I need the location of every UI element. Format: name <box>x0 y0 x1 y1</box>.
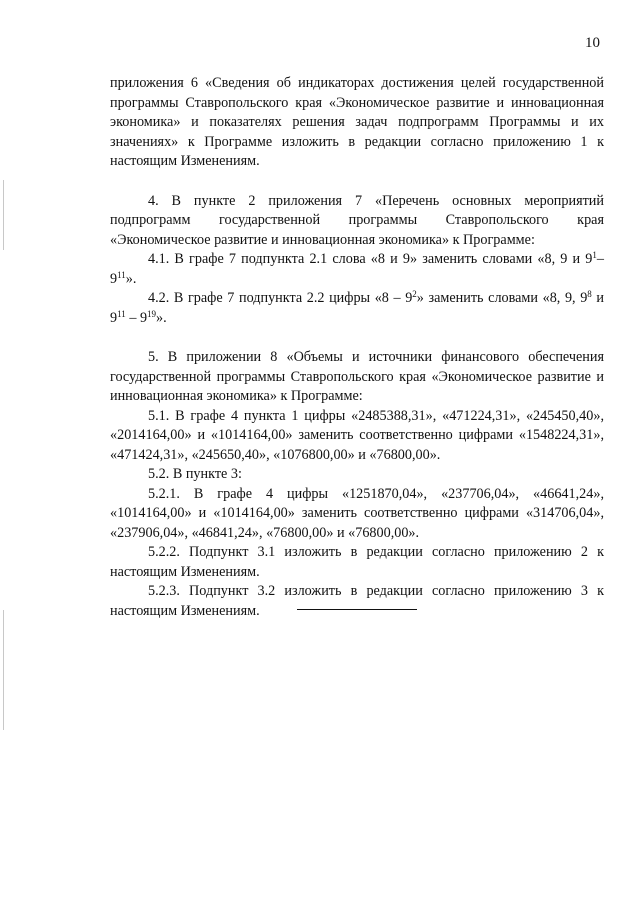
paragraph-item-5-2: 5.2. В пункте 3: <box>148 466 242 482</box>
paragraph-item-5-2-2: 5.2.2. Подпункт 3.1 изложить в редакции согласно приложению 2 к настоящим Изменениям. <box>110 544 604 580</box>
closing-rule <box>297 609 417 610</box>
paragraph-item-5-2-1: 5.2.1. В графе 4 цифры «1251870,04», «237706,04», «46641,24», «1014164,00» и «1014164,00» заменить соответственно цифрами «314706,04», «237906,04», «46841,24», «76800,00» и «76800,00». <box>110 485 604 541</box>
paragraph-item-5: 5. В приложении 8 «Объемы и источники финансового обеспечения государственной программы Ставропольского края «Экономическое развитие и инновационная экономика» к Программе: <box>110 349 604 404</box>
paragraph-appendix-6: приложения 6 «Сведения об индикаторах достижения целей государственной программы Ставропольского края «Экономическое развитие и инновационная экономика» и показателях решения задач подпрограмм Программы и их значениях» к Программе изложить в редакции согласно приложению 1 к настоящим Изменениям. <box>110 75 604 169</box>
page-number: 10 <box>585 35 600 51</box>
document-body <box>110 74 604 621</box>
paragraph-item-4-1: 4.1. В графе 7 подпункта 2.1 слова «8 и 9» заменить словами «8, 9 и $9^1-$ $9^{11}$». <box>110 250 604 287</box>
paragraph-item-4-2: 4.2. В графе 7 подпункта 2.2 цифры «$8 - 9^2$» заменить словами «8, 9, $9^8$ и $9^{11} - 9^{19}$». <box>110 289 604 326</box>
scan-margin-mark <box>3 610 4 730</box>
scan-margin-mark <box>3 180 4 250</box>
paragraph-item-4: 4. В пункте 2 приложения 7 «Перечень основных мероприятий подпрограмм государственной программы Ставропольского края «Экономическое развитие и инновационная экономика» к Программе: <box>110 192 604 248</box>
paragraph-item-5-1: 5.1. В графе 4 пункта 1 цифры «2485388,31», «471224,31», «245450,40», «2014164,00» и «1014164,00» заменить соответственно цифрами «1548224,31», «471424,31», «245650,40», «1076800,00» и «76800,00». <box>110 407 604 463</box>
paragraph-item-5-2-3: 5.2.3. Подпункт 3.2 изложить в редакции согласно приложению 3 к настоящим Изменениям. <box>110 583 604 619</box>
